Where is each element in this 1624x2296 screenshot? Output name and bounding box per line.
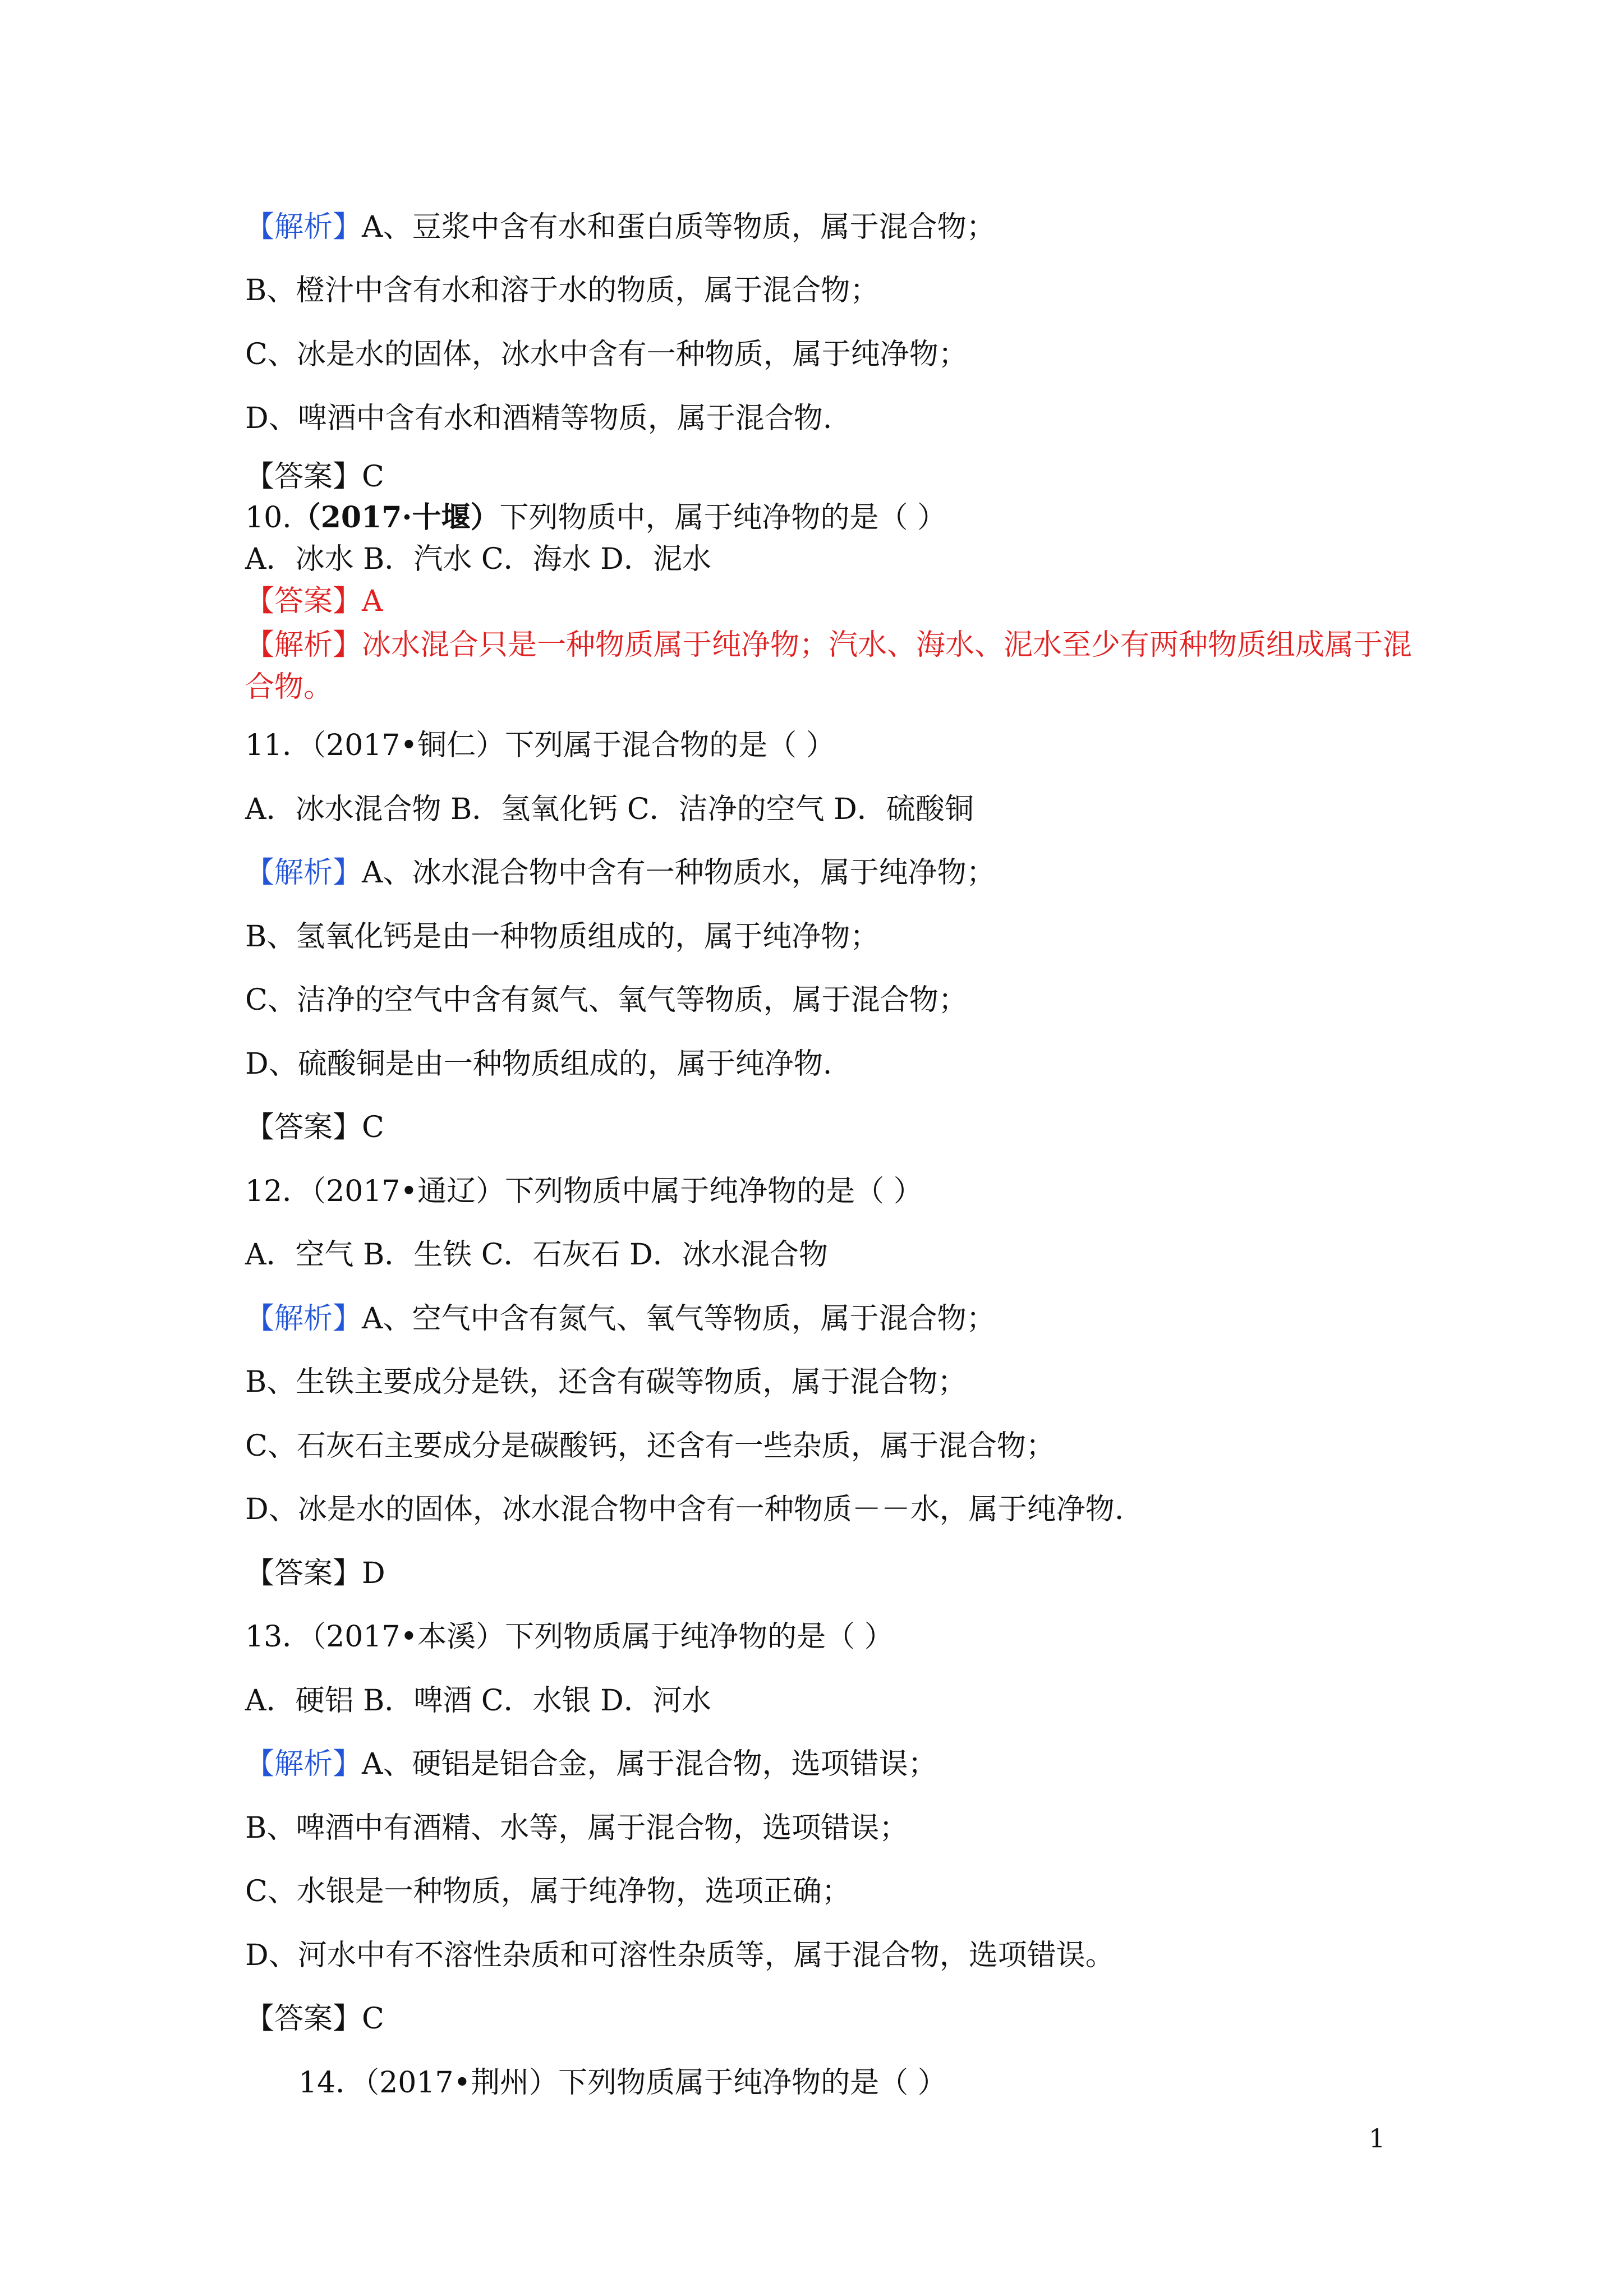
answer-value: C [362, 460, 384, 494]
q13-answer [245, 2001, 384, 2037]
q12-analysis-a [245, 1301, 996, 1337]
analysis-text: A、豆浆中含有水和蛋白质等物质，属于混合物； [362, 210, 996, 244]
q9-analysis-c: C、冰是水的固体，冰水中含有一种物质，属于纯净物； [245, 338, 968, 371]
q12-stem: 12．（2017•通辽）下列物质中属于纯净物的是（ ） [245, 1175, 923, 1208]
q13-analysis-d: D、河水中有不溶性杂质和可溶性杂质等，属于混合物，选项错误。 [245, 1939, 1115, 1972]
q12-analysis-b: B、生铁主要成分是铁，还含有碳等物质，属于混合物； [245, 1365, 967, 1399]
answer-value: D [362, 1557, 385, 1590]
q10-options: A．冰水 B．汽水 C．海水 D．泥水 [245, 542, 711, 576]
q14-stem: 14．（2017•荆州）下列物质属于纯净物的是（ ） [298, 2066, 947, 2100]
answer-tag: 【答案】 [245, 2002, 362, 2036]
q11-analysis-d: D、硫酸铜是由一种物质组成的，属于纯净物. [245, 1047, 832, 1081]
q11-options: A．冰水混合物 B．氢氧化钙 C．洁净的空气 D．硫酸铜 [245, 793, 974, 826]
q11-analysis-a [245, 855, 996, 891]
q9-analysis-a [245, 209, 996, 245]
q13-analysis-c: C、水银是一种物质，属于纯净物，选项正确； [245, 1875, 851, 1908]
q10-answer [245, 583, 383, 619]
q9-analysis-b: B、橙汁中含有水和溶于水的物质，属于混合物； [245, 274, 880, 307]
analysis-tag: 【解析】 [245, 210, 362, 244]
q9-analysis-d: D、啤酒中含有水和酒精等物质，属于混合物. [245, 402, 832, 435]
q12-options: A．空气 B．生铁 C．石灰石 D．冰水混合物 [245, 1238, 828, 1272]
q10-analysis-line2: 合物。 [245, 670, 333, 704]
analysis-tag: 【解析】 [245, 628, 362, 662]
q10-question: 下列物质中，属于纯净物的是（ ） [499, 501, 947, 535]
answer-tag: 【答案】 [245, 585, 362, 618]
q12-answer [245, 1556, 385, 1591]
q10-source: （2017·十堰） [291, 500, 500, 535]
analysis-tag: 【解析】 [245, 1747, 362, 1781]
page-number: 1 [1369, 2123, 1386, 2154]
q10-analysis-line1 [245, 627, 1412, 663]
answer-value: C [362, 1111, 384, 1144]
q12-analysis-c: C、石灰石主要成分是碳酸钙，还含有一些杂质，属于混合物； [245, 1429, 1055, 1463]
q11-analysis-c: C、洁净的空气中含有氮气、氧气等物质，属于混合物； [245, 983, 968, 1017]
answer-value: A [362, 585, 383, 618]
answer-value: C [362, 2002, 384, 2036]
q10-stem [245, 500, 946, 536]
q12-analysis-d: D、冰是水的固体，冰水混合物中含有一种物质－－水，属于纯净物. [245, 1493, 1124, 1526]
q11-analysis-b: B、氢氧化钙是由一种物质组成的，属于纯净物； [245, 920, 880, 954]
answer-tag: 【答案】 [245, 1557, 362, 1590]
q13-analysis-a [245, 1746, 937, 1782]
analysis-text: A、冰水混合物中含有一种物质水，属于纯净物； [362, 856, 996, 890]
q13-stem: 13．（2017•本溪）下列物质属于纯净物的是（ ） [245, 1620, 894, 1654]
answer-tag: 【答案】 [245, 460, 362, 494]
analysis-text: A、空气中含有氮气、氧气等物质，属于混合物； [362, 1302, 996, 1336]
q11-stem: 11．（2017•铜仁）下列属于混合物的是（ ） [245, 729, 835, 762]
analysis-tag: 【解析】 [245, 1302, 362, 1336]
q13-analysis-b: B、啤酒中有酒精、水等，属于混合物，选项错误； [245, 1811, 909, 1845]
q11-answer [245, 1110, 384, 1145]
q13-options: A．硬铝 B．啤酒 C．水银 D．河水 [245, 1684, 711, 1718]
q9-answer [245, 459, 384, 495]
q10-number: 10. [245, 501, 292, 535]
answer-tag: 【答案】 [245, 1111, 362, 1144]
analysis-text: A、硬铝是铝合金，属于混合物，选项错误； [362, 1747, 937, 1781]
analysis-tag: 【解析】 [245, 856, 362, 890]
analysis-text: 冰水混合只是一种物质属于纯净物；汽水、海水、泥水至少有两种物质组成属于混 [362, 628, 1413, 662]
